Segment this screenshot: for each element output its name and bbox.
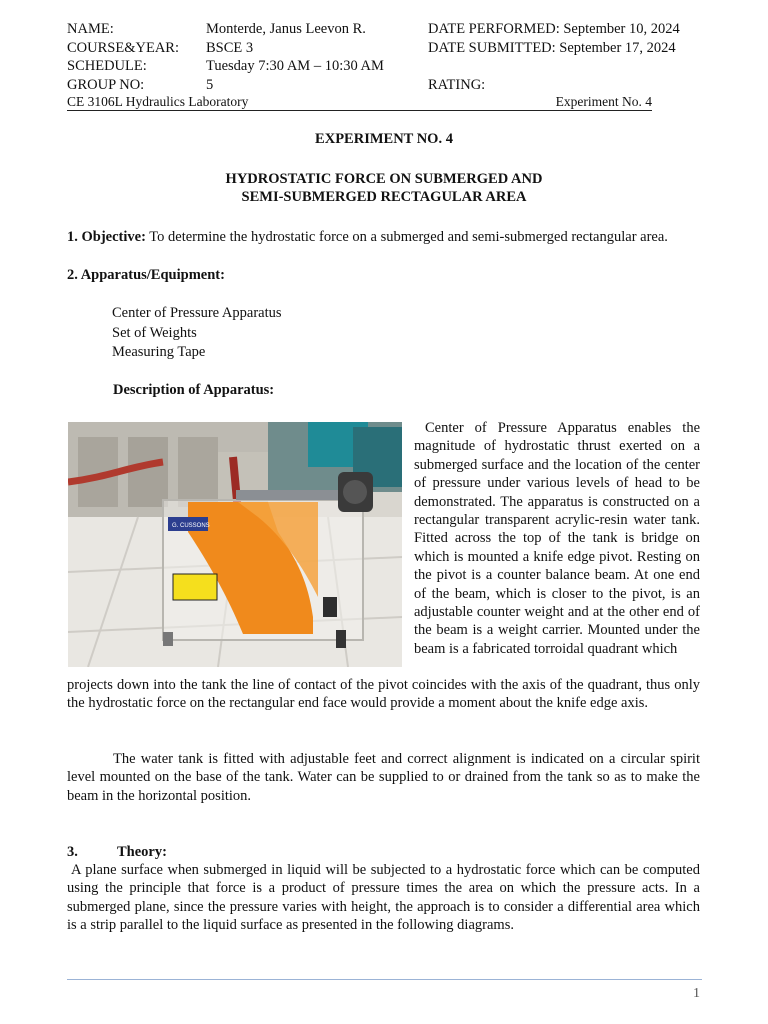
- theory-paragraph: A plane surface when submerged in liquid will be subjected to a hydrostatic force which can be computed using the principle that force is a product of pressure times the area on which the pressure acts. In a submerged plane, since the pressure varies with height, the approach is to consider a differential area which is a strip parallel to the liquid surface as presented in the following diagrams.: [67, 862, 700, 934]
- experiment-number-header: Experiment No. 4: [555, 94, 652, 109]
- date-performed: DATE PERFORMED: September 10, 2024: [428, 21, 680, 37]
- description-text-part1: Center of Pressure Apparatus enables the magnitude of hydrostatic thrust exerted on a submerged surface and the location of the center of pressure under various levels of head to be demonstrated. The apparatus is constructed on a rectangular transparent acrylic-resin water tank. Fitted across the top of the tank is bridge on which is mounted a knife edge pivot. Resting on the pivot is a counter balance beam. At one end of the beam, which is closer to the pivot, is an adjustable counter weight and at the other end of the beam is a weight carrier. Mounted under the beam is a fabricated torroidal quadrant which: [414, 420, 700, 657]
- objective-paragraph: [67, 228, 700, 246]
- apparatus-list: [112, 304, 282, 363]
- name-value: Monterde, Janus Leevon R.: [206, 21, 366, 37]
- schedule-label: SCHEDULE:: [67, 58, 147, 74]
- course-year-label: COURSE&YEAR:: [67, 39, 179, 56]
- course-header-line: [67, 93, 652, 111]
- date-submitted: DATE SUBMITTED: September 17, 2024: [428, 39, 676, 56]
- footer-divider: [67, 979, 702, 980]
- group-value: 5: [206, 76, 214, 93]
- main-title-line-2: SEMI-SUBMERGED RECTAGULAR AREA: [241, 189, 527, 205]
- photo-label: G. CUSSONS: [172, 523, 210, 529]
- main-title: [0, 170, 768, 206]
- objective-text: To determine the hydrostatic force on a submerged and semi-submerged rectangular area.: [145, 229, 668, 245]
- course-code-title: CE 3106L Hydraulics Laboratory: [67, 94, 249, 109]
- apparatus-heading: 2. Apparatus/Equipment:: [67, 267, 225, 283]
- objective-label: 1. Objective:: [67, 229, 146, 245]
- group-label: GROUP NO:: [67, 76, 145, 93]
- name-label: NAME:: [67, 21, 114, 37]
- description-heading: Description of Apparatus:: [113, 382, 275, 398]
- rating-label: RATING:: [428, 76, 486, 93]
- apparatus-photo: [68, 422, 402, 667]
- apparatus-item: Center of Pressure Apparatus: [112, 305, 282, 321]
- tank-paragraph: The water tank is fitted with adjustable feet and correct alignment is indicated on a circular spirit level mounted on the base of the tank. Water can be supplied to or drained from the tank so as to make the beam in the horizontal position.: [67, 751, 700, 804]
- apparatus-item: Set of Weights: [112, 324, 197, 341]
- description-paragraph-top: [414, 419, 700, 658]
- experiment-title: EXPERIMENT NO. 4: [315, 131, 453, 147]
- theory-number: 3.: [67, 844, 78, 860]
- page-number: 1: [693, 986, 700, 1001]
- schedule-value: Tuesday 7:30 AM – 10:30 AM: [206, 58, 384, 74]
- main-title-line-1: HYDROSTATIC FORCE ON SUBMERGED AND: [225, 171, 543, 187]
- theory-heading: Theory:: [117, 844, 167, 860]
- course-year-value: BSCE 3: [206, 39, 254, 56]
- description-paragraph-bottom: projects down into the tank the line of contact of the pivot coincides with the axis of the quadrant, thus only the hydrostatic force on the rectangular end face would provide a moment about the knife edge axis.: [67, 677, 700, 712]
- apparatus-item: Measuring Tape: [112, 344, 206, 360]
